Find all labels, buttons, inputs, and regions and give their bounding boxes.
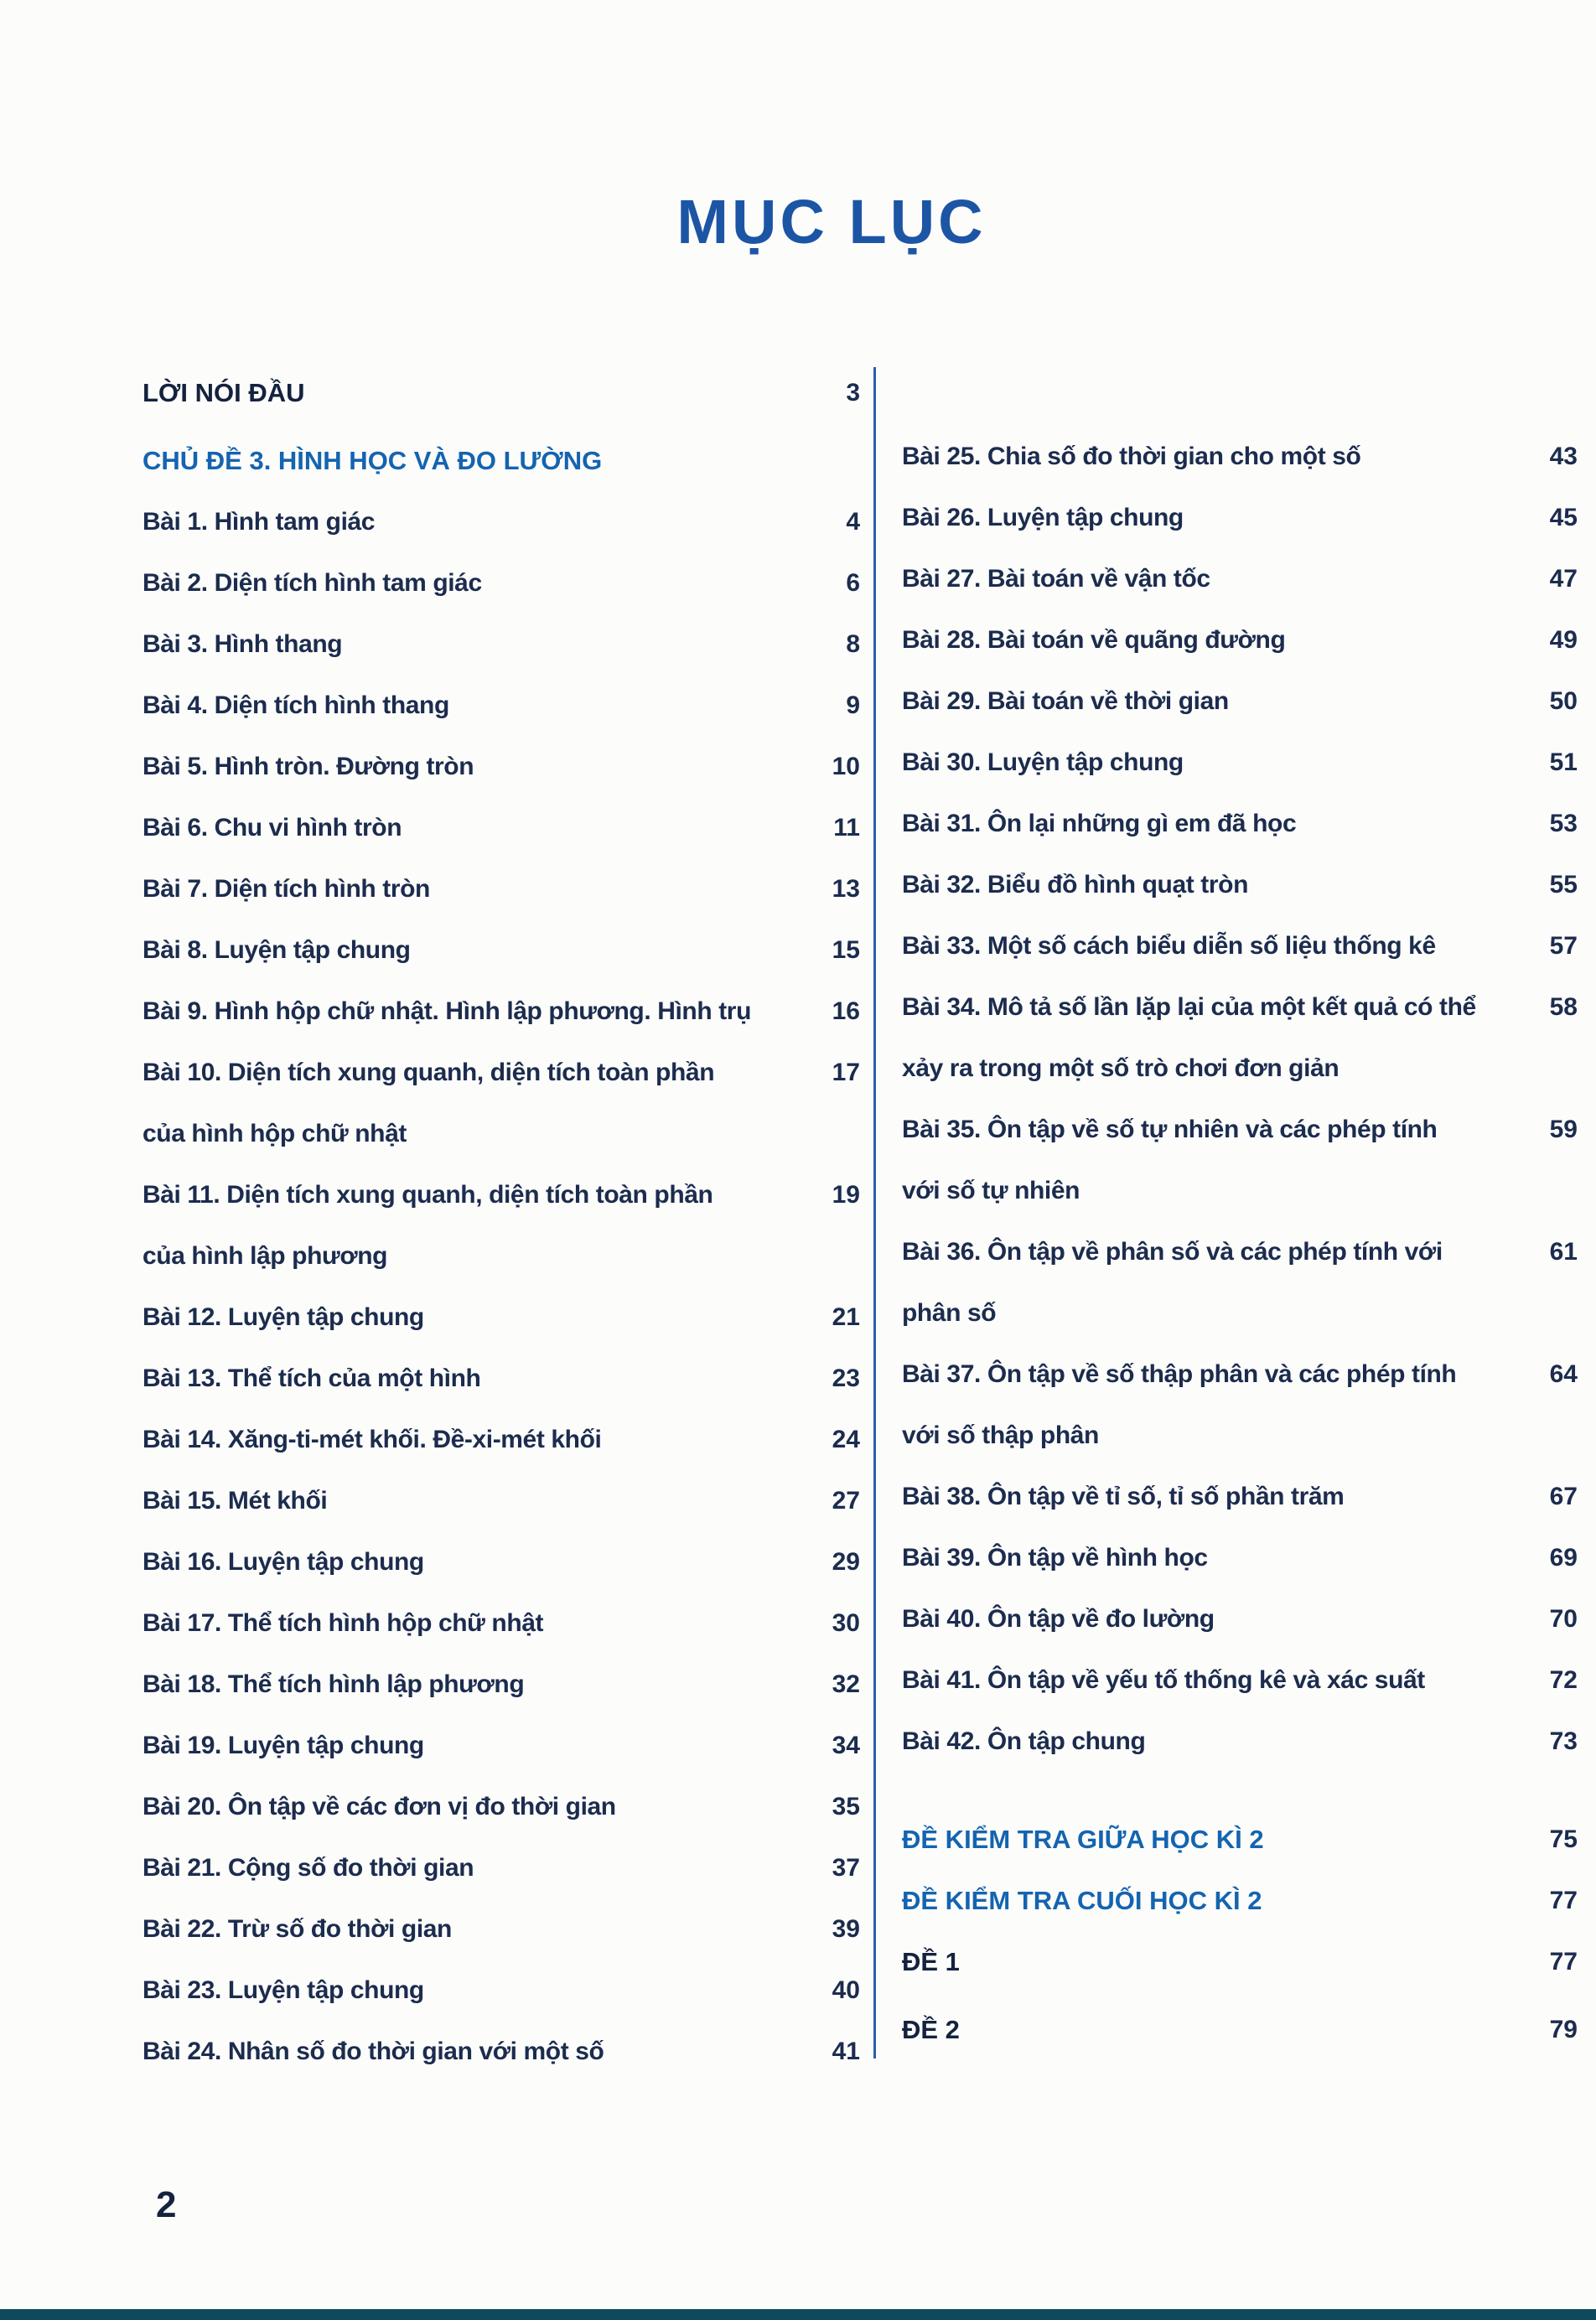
- toc-entry-page: 4: [846, 508, 860, 536]
- toc-entry-line: phân số: [902, 1299, 997, 1327]
- toc-entry-line: Bài 18. Thể tích hình lập phương: [142, 1670, 525, 1698]
- toc-entry-page: 47: [1549, 565, 1578, 593]
- toc-entry-page: 15: [832, 936, 860, 964]
- toc-entry-label: [902, 609, 1526, 671]
- toc-entry-label: [142, 1042, 808, 1164]
- toc-column-left: [142, 362, 860, 2082]
- toc-entry-line: LỜI NÓI ĐẦU: [142, 378, 305, 407]
- toc-entry-line: Bài 13. Thể tích của một hình: [142, 1365, 481, 1392]
- toc-entry-page: 77: [1549, 1948, 1578, 1976]
- toc-entry: [142, 736, 860, 797]
- footer-page-number: 2: [156, 2184, 177, 2225]
- toc-entry-page: 58: [1549, 993, 1578, 1021]
- toc-entry-page: 57: [1549, 932, 1578, 960]
- toc-entry-line: Bài 39. Ôn tập về hình học: [902, 1544, 1208, 1572]
- toc-entry-line: Bài 37. Ôn tập về số thập phân và các phép tính: [902, 1360, 1457, 1388]
- toc-entry-line: Bài 31. Ôn lại những gì em đã học: [902, 810, 1297, 837]
- toc-entry-label: [902, 976, 1526, 1099]
- toc-entry-label: [902, 1931, 1526, 1992]
- toc-entry: [142, 2021, 860, 2082]
- toc-entry-label: [142, 1531, 808, 1592]
- toc-entry-label: [902, 1999, 1526, 2060]
- toc-entry-line: Bài 23. Luyện tập chung: [142, 1976, 424, 2004]
- toc-entry-label: [902, 915, 1526, 976]
- toc-entry-page: 13: [832, 875, 860, 903]
- toc-entry-line: Bài 41. Ôn tập về yếu tố thống kê và xác suất: [902, 1666, 1425, 1694]
- toc-entry-label: [902, 1221, 1526, 1344]
- toc-entry-label: [902, 1870, 1526, 1931]
- toc-entry-label: [142, 1287, 808, 1348]
- toc-entry-page: 69: [1549, 1544, 1578, 1572]
- toc-entry-page: 29: [832, 1548, 860, 1576]
- toc-entry-label: [142, 1715, 808, 1776]
- toc-entry-label: [902, 1527, 1526, 1588]
- toc-entry: [902, 793, 1578, 854]
- toc-entry-page: 61: [1549, 1238, 1578, 1266]
- toc-entry: [142, 1042, 860, 1164]
- toc-entry-line: Bài 7. Diện tích hình tròn: [142, 875, 430, 903]
- toc-entry-line: với số tự nhiên: [902, 1177, 1080, 1204]
- toc-entry-label: [142, 858, 808, 919]
- toc-entry: [902, 976, 1578, 1099]
- toc-entry-page: 72: [1549, 1666, 1578, 1694]
- toc-entry: [142, 1409, 860, 1470]
- toc-entry-label: [902, 426, 1526, 487]
- toc-entry-line: Bài 5. Hình tròn. Đường tròn: [142, 753, 474, 780]
- toc-exam-heading: [902, 1809, 1578, 1870]
- toc-entry-page: 35: [832, 1793, 860, 1820]
- toc-entry-line: ĐỀ KIỂM TRA CUỐI HỌC KÌ 2: [902, 1886, 1262, 1915]
- toc-entry-line: Bài 27. Bài toán về vận tốc: [902, 565, 1210, 593]
- toc-entry-page: 24: [832, 1426, 860, 1453]
- toc-entry-page: 53: [1549, 810, 1578, 837]
- toc-entry-page: 11: [833, 814, 860, 842]
- toc-entry-page: 30: [832, 1609, 860, 1637]
- toc-entry-line: Bài 38. Ôn tập về tỉ số, tỉ số phần trăm: [902, 1483, 1345, 1510]
- toc-entry-line: Bài 1. Hình tam giác: [142, 508, 376, 536]
- toc-entry-line: ĐỀ KIỂM TRA GIỮA HỌC KÌ 2: [902, 1825, 1264, 1854]
- toc-entry-line: Bài 2. Diện tích hình tam giác: [142, 569, 482, 597]
- toc-entry: [902, 609, 1578, 671]
- toc-entry: [142, 1164, 860, 1287]
- toc-entry-line: Bài 21. Cộng số đo thời gian: [142, 1854, 474, 1882]
- toc-entry-line: Bài 25. Chia số đo thời gian cho một số: [902, 443, 1361, 470]
- toc-entry-label: [902, 854, 1526, 915]
- toc-entry-line: của hình lập phương: [142, 1242, 388, 1270]
- toc-entry-label: [902, 487, 1526, 548]
- toc-entry-label: [142, 1409, 808, 1470]
- toc-entry-label: [902, 1809, 1526, 1870]
- toc-entry-line: Bài 15. Mét khối: [142, 1487, 328, 1515]
- toc-entry-label: [142, 981, 808, 1042]
- toc-entry-page: 3: [846, 379, 860, 407]
- toc-entry-line: với số thập phân: [902, 1422, 1099, 1449]
- toc-entry-page: 49: [1549, 626, 1578, 654]
- toc-entry-line: Bài 11. Diện tích xung quanh, diện tích toàn phần: [142, 1181, 713, 1209]
- toc-entry: [142, 1776, 860, 1837]
- toc-entry-line: Bài 34. Mô tả số lần lặp lại của một kết quả có thể: [902, 993, 1476, 1021]
- toc-entry-label: [142, 614, 808, 675]
- toc-entry: [142, 797, 860, 858]
- toc-entry: [902, 1466, 1578, 1527]
- toc-entry: [142, 552, 860, 614]
- toc-entry: [902, 1344, 1578, 1466]
- toc-entry-page: 55: [1549, 871, 1578, 898]
- toc-entry-line: ĐỀ 1: [902, 1947, 960, 1976]
- toc-entry: [142, 1470, 860, 1531]
- toc-entry-label: [142, 2021, 808, 2082]
- toc-entry-page: 19: [832, 1181, 860, 1209]
- toc-entry-line: Bài 12. Luyện tập chung: [142, 1303, 424, 1331]
- toc-entry-page: 67: [1549, 1483, 1578, 1510]
- toc-entry-page: 6: [846, 569, 860, 597]
- toc-entry: [902, 915, 1578, 976]
- toc-entry-page: 21: [832, 1303, 860, 1331]
- toc-entry-page: 37: [832, 1854, 860, 1882]
- toc-entry: [142, 1715, 860, 1776]
- column-divider: [873, 367, 876, 2058]
- toc-entry: [902, 426, 1578, 487]
- toc-entry-line: Bài 3. Hình thang: [142, 630, 343, 658]
- toc-entry-line: Bài 32. Biểu đồ hình quạt tròn: [902, 871, 1249, 898]
- toc-entry-label: [142, 797, 808, 858]
- toc-entry-label: [902, 548, 1526, 609]
- toc-front-item: [142, 362, 860, 423]
- toc-entry-line: Bài 22. Trừ số đo thời gian: [142, 1915, 452, 1943]
- toc-entry-label: [142, 430, 808, 491]
- toc-entry-page: 70: [1549, 1605, 1578, 1633]
- toc-entry-page: 10: [832, 753, 860, 780]
- toc-entry-line: Bài 35. Ôn tập về số tự nhiên và các phép tính: [902, 1116, 1438, 1143]
- toc-entry-label: [902, 1711, 1526, 1772]
- toc-entry-label: [902, 1466, 1526, 1527]
- toc-entry: [902, 548, 1578, 609]
- toc-entry: [142, 614, 860, 675]
- toc-entry-page: 50: [1549, 687, 1578, 715]
- toc-entry-page: 34: [832, 1732, 860, 1759]
- toc-entry: [142, 1960, 860, 2021]
- toc-entry-line: Bài 8. Luyện tập chung: [142, 936, 411, 964]
- toc-entry-page: 27: [832, 1487, 860, 1515]
- toc-entry-page: 79: [1549, 2016, 1578, 2043]
- toc-entry-page: 43: [1549, 443, 1578, 470]
- toc-entry-label: [902, 1588, 1526, 1649]
- toc-entry: [142, 1898, 860, 1960]
- toc-entry-label: [142, 362, 808, 423]
- toc-entry-label: [142, 1960, 808, 2021]
- toc-entry: [902, 1711, 1578, 1772]
- toc-entry-line: Bài 28. Bài toán về quãng đường: [902, 626, 1286, 654]
- toc-exam-heading: [902, 1870, 1578, 1931]
- toc-entry: [142, 1348, 860, 1409]
- toc-entry-page: 9: [846, 691, 860, 719]
- toc-entry: [902, 1221, 1578, 1344]
- toc-chapter-heading: [142, 430, 860, 491]
- toc-entry-line: Bài 36. Ôn tập về phân số và các phép tính với: [902, 1238, 1443, 1266]
- toc-entry-line: Bài 17. Thể tích hình hộp chữ nhật: [142, 1609, 544, 1637]
- toc-entry: [142, 919, 860, 981]
- toc-entry-line: Bài 6. Chu vi hình tròn: [142, 814, 402, 842]
- toc-entry-line: Bài 4. Diện tích hình thang: [142, 691, 449, 719]
- toc-entry: [142, 1531, 860, 1592]
- toc-entry-line: Bài 33. Một số cách biểu diễn số liệu thống kê: [902, 932, 1436, 960]
- toc-entry-label: [142, 1592, 808, 1654]
- toc-entry: [902, 1649, 1578, 1711]
- toc-entry-page: 16: [832, 997, 860, 1025]
- toc-entry-label: [142, 919, 808, 981]
- toc-entry-line: Bài 16. Luyện tập chung: [142, 1548, 424, 1576]
- toc-entry-label: [902, 793, 1526, 854]
- toc-entry-label: [902, 1649, 1526, 1711]
- toc-entry-line: của hình hộp chữ nhật: [142, 1120, 407, 1147]
- toc-entry-label: [142, 1654, 808, 1715]
- toc-entry: [902, 1527, 1578, 1588]
- toc-entry-line: Bài 10. Diện tích xung quanh, diện tích toàn phần: [142, 1059, 715, 1086]
- toc-entry: [902, 487, 1578, 548]
- toc-column-right: [902, 362, 1578, 2067]
- toc-entry-line: Bài 24. Nhân số đo thời gian với một số: [142, 2038, 604, 2065]
- toc-entry: [142, 858, 860, 919]
- toc-entry: [902, 732, 1578, 793]
- toc-entry-page: 73: [1549, 1727, 1578, 1755]
- toc-entry-page: 45: [1549, 504, 1578, 531]
- toc-entry-label: [142, 1348, 808, 1409]
- toc-entry-label: [902, 671, 1526, 732]
- toc-entry-line: Bài 30. Luyện tập chung: [902, 748, 1184, 776]
- toc-entry: [142, 1837, 860, 1898]
- toc-entry: [142, 675, 860, 736]
- toc-entry-line: Bài 42. Ôn tập chung: [902, 1727, 1146, 1755]
- toc-entry-page: 59: [1549, 1116, 1578, 1143]
- toc-entry-label: [142, 675, 808, 736]
- toc-entry-label: [142, 1164, 808, 1287]
- toc-front-item: [902, 1931, 1578, 1992]
- toc-entry-page: 75: [1549, 1825, 1578, 1853]
- toc-entry: [142, 1592, 860, 1654]
- toc-front-item: [902, 1999, 1578, 2060]
- toc-entry: [142, 981, 860, 1042]
- toc-entry-label: [142, 1776, 808, 1837]
- toc-entry-page: 41: [832, 2038, 860, 2065]
- toc-entry-line: Bài 9. Hình hộp chữ nhật. Hình lập phương. Hình trụ: [142, 997, 751, 1025]
- toc-entry-label: [142, 736, 808, 797]
- toc-entry-page: 64: [1549, 1360, 1578, 1388]
- toc-entry-label: [902, 1099, 1526, 1221]
- toc-entry: [902, 1588, 1578, 1649]
- toc-entry-line: ĐỀ 2: [902, 2015, 960, 2044]
- toc-entry-label: [142, 1898, 808, 1960]
- toc-entry-label: [902, 732, 1526, 793]
- toc-entry-line: Bài 26. Luyện tập chung: [902, 504, 1184, 531]
- toc-entry-label: [142, 552, 808, 614]
- toc-entry: [142, 491, 860, 552]
- toc-entry: [142, 1287, 860, 1348]
- toc-entry-line: Bài 20. Ôn tập về các đơn vị đo thời gian: [142, 1793, 616, 1820]
- toc-entry-line: Bài 19. Luyện tập chung: [142, 1732, 424, 1759]
- toc-entry-label: [142, 1470, 808, 1531]
- bottom-edge-bar: [0, 2309, 1596, 2320]
- toc-entry: [902, 854, 1578, 915]
- toc-entry-label: [142, 491, 808, 552]
- toc-entry-page: 8: [846, 630, 860, 658]
- toc-entry-line: Bài 29. Bài toán về thời gian: [902, 687, 1229, 715]
- page-title: MỤC LỤC: [676, 187, 987, 256]
- toc-entry-page: 40: [832, 1976, 860, 2004]
- toc-entry-page: 39: [832, 1915, 860, 1943]
- toc-entry: [902, 671, 1578, 732]
- toc-entry-label: [902, 1344, 1526, 1466]
- toc-entry-line: CHỦ ĐỀ 3. HÌNH HỌC VÀ ĐO LƯỜNG: [142, 446, 603, 475]
- toc-entry-line: xảy ra trong một số trò chơi đơn giản: [902, 1054, 1340, 1082]
- toc-entry: [142, 1654, 860, 1715]
- toc-entry-page: 77: [1549, 1887, 1578, 1914]
- toc-entry-page: 23: [832, 1365, 860, 1392]
- toc-entry-line: Bài 14. Xăng-ti-mét khối. Đề-xi-mét khối: [142, 1426, 602, 1453]
- toc-entry-line: Bài 40. Ôn tập về đo lường: [902, 1605, 1215, 1633]
- toc-entry-label: [142, 1837, 808, 1898]
- toc-entry: [902, 1099, 1578, 1221]
- toc-entry-page: 17: [832, 1059, 860, 1086]
- toc-entry-page: 32: [832, 1670, 860, 1698]
- toc-entry-page: 51: [1549, 748, 1578, 776]
